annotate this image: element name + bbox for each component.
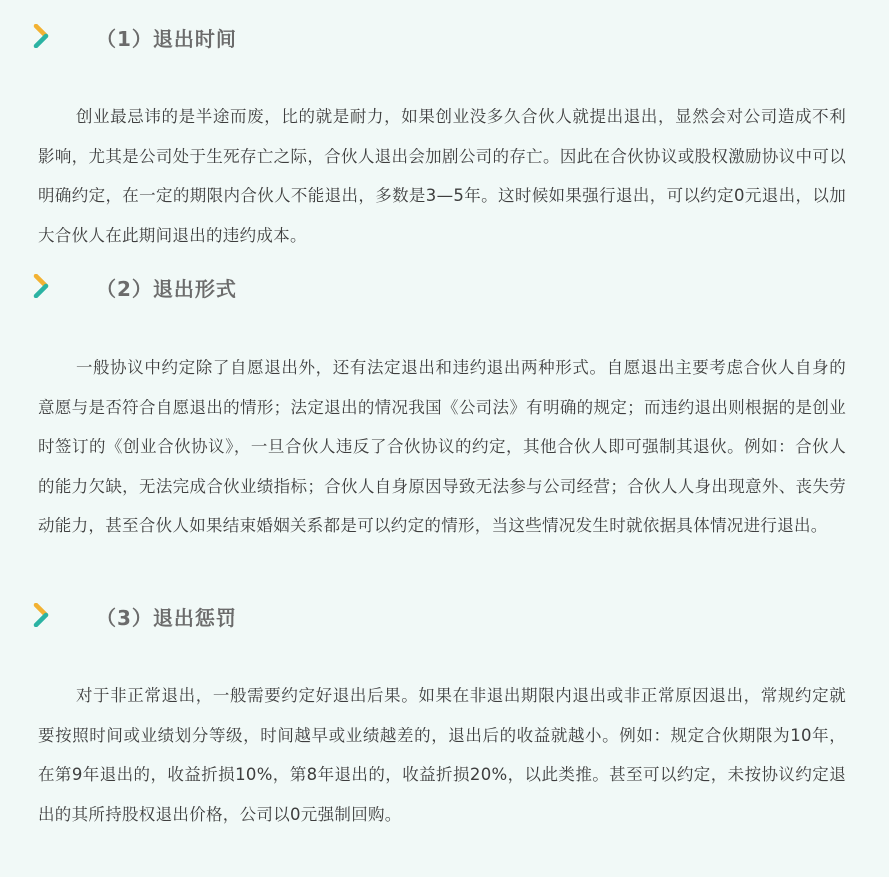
section-body: 一般协议中约定除了自愿退出外，还有法定退出和违约退出两种形式。自愿退出主要考虑合伙人自身的意愿与是否符合自愿退出的情形；法定退出的情况我国《公司法》有明确的规定；而违约退出则根据的是创业时签订的《创业合伙协议》，一旦合伙人违反了合伙协议的约定，其他合伙人即可强制其退伙。例如：合伙人的能力欠缺，无法完成合伙业绩指标；合伙人自身原因导致无法参与公司经营；合伙人人身出现意外、丧失劳动能力，甚至合伙人如果结束婚姻关系都是可以约定的情形，当这些情况发生时就依据具体情况进行退出。: [38, 358, 846, 535]
section-heading: [32, 601, 532, 631]
section-heading: [32, 272, 532, 302]
section-title: （1）退出时间: [96, 27, 237, 51]
section-title: （3）退出惩罚: [96, 606, 237, 630]
section-title: （2）退出形式: [96, 277, 237, 301]
section-body: 创业最忌讳的是半途而废，比的就是耐力，如果创业没多久合伙人就提出退出，显然会对公司造成不利影响，尤其是公司处于生死存亡之际，合伙人退出会加剧公司的存亡。因此在合伙协议或股权激励协议中可以明确约定，在一定的期限内合伙人不能退出，多数是3—5年。这时候如果强行退出，可以约定0元退出，以加大合伙人在此期间退出的违约成本。: [38, 107, 846, 245]
section-heading: [32, 22, 532, 52]
section-body: 对于非正常退出，一般需要约定好退出后果。如果在非退出期限内退出或非正常原因退出，常规约定就要按照时间或业绩划分等级，时间越早或业绩越差的，退出后的收益就越小。例如：规定合伙期限为10年，在第9年退出的，收益折损10%，第8年退出的，收益折损20%，以此类推。甚至可以约定，未按协议约定退出的其所持股权退出价格，公司以0元强制回购。: [38, 686, 846, 824]
chevron-right-icon: [32, 24, 52, 48]
chevron-right-icon: [32, 274, 52, 298]
chevron-right-icon: [32, 603, 52, 627]
